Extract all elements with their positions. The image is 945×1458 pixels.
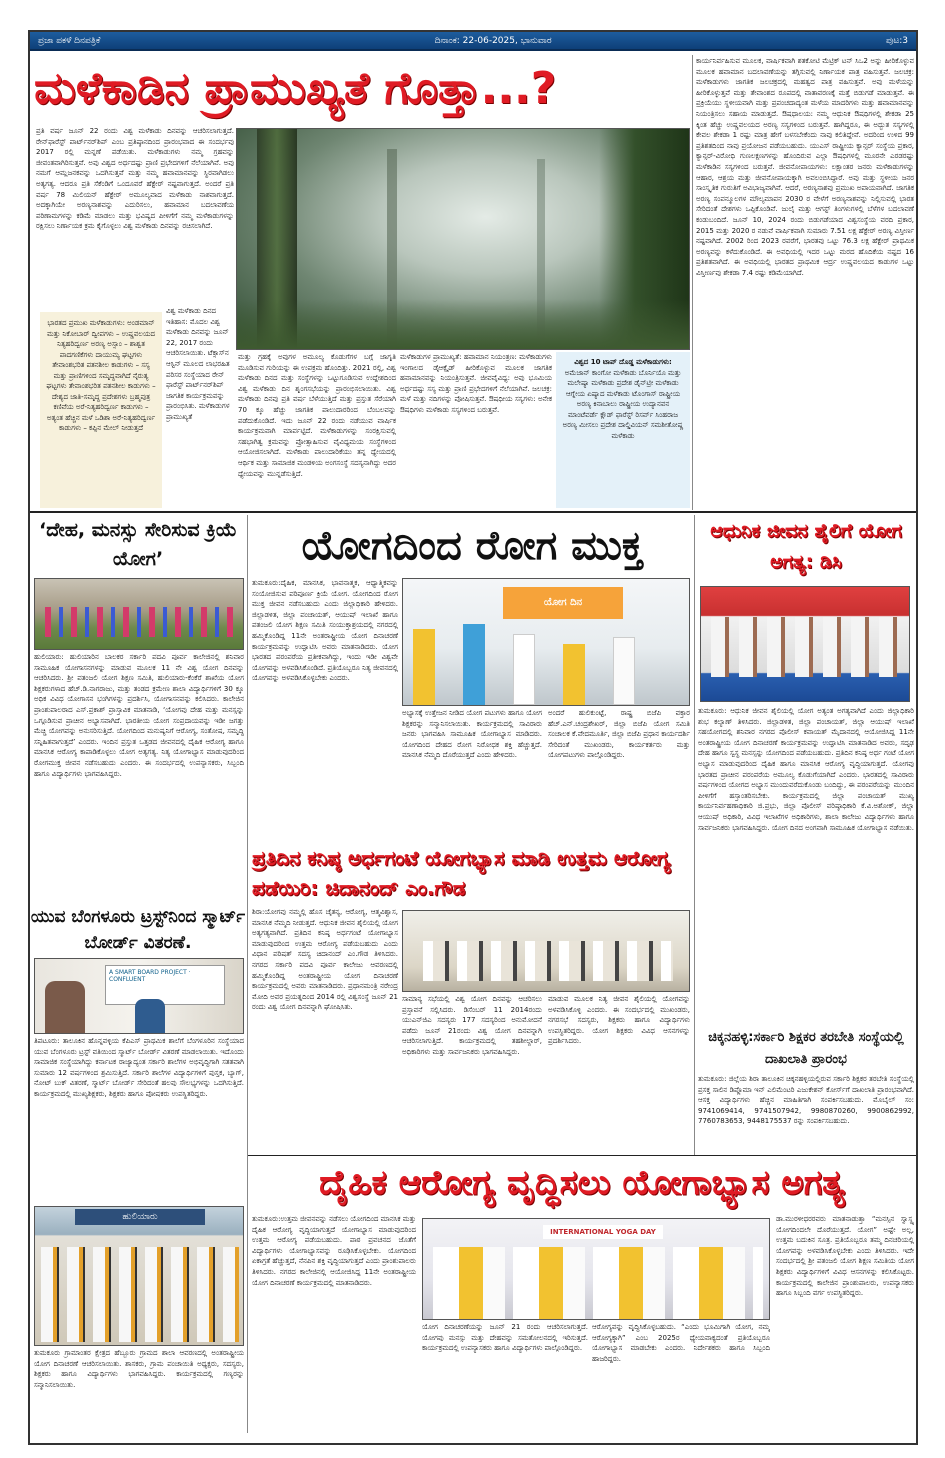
huliyar-body: ತುಮಕೂರು ಗ್ರಾಮಾಂತರ ಕ್ಷೇತ್ರದ ಹೆಬ್ಬೂರು ಗ್ರಾಮದ ಶಾಲಾ ಆವರಣದಲ್ಲಿ ಅಂತರಾಷ್ಟ್ರೀಯ ಯೋಗ ದಿನಾಚರಣೆ ಆಚರಿಸಲಾಯಿತು. ಶಾಸಕರು, ಗ್ರಾಮ ಪಂಚಾಯಿತಿ ಅಧ್ಯಕ್ಷರು, ಸದಸ್ಯರು, ಶಿಕ್ಷಕರು ಹಾಗೂ ವಿದ್ಯಾರ್ಥಿಗಳು ಭಾಗವಹಿಸಿದ್ದರು. ಕಾರ್ಯಕ್ರಮದಲ್ಲಿ ಗಣ್ಯರನ್ನು ಸನ್ಮಾನಿಸಲಾಯಿತು. [34,1349,244,1389]
column-rule [247,515,248,1433]
smartboard-body: ತಿಪಟೂರು: ತಾಲೂಕಿನ ಹೊನ್ನವಳ್ಳಿಯ ಕೆಪಿಎಸ್ ಪ್ರಾಥಮಿಕ ಶಾಲೆಗೆ ಬೆಂಗಳೂರಿನ ಸಂಸ್ಥೆಯಾದ ಯುವ ಬೆಂಗಳೂರು ಟ್ರಸ್ಟ್ ವತಿಯಿಂದ ಸ್ಮಾರ್ಟ್ ಬೋರ್ಡ್ ವಿತರಣೆ ಮಾಡಲಾಯಿತು. ಇದೊಂದು ಸಾಮಾಜಿಕ ಸಂಸ್ಥೆಯಾಗಿದ್ದು ಕರ್ನಾಟಕ ರಾಜ್ಯಾದ್ಯಂತ ಸರ್ಕಾರಿ ಶಾಲೆಗಳ ಅಭಿವೃದ್ಧಿಗಾಗಿ ಸತತವಾಗಿ ಸುಮಾರು 12 ವರ್ಷಗಳಿಂದ ಶ್ರಮಿಸುತ್ತಿದೆ. ಸರ್ಕಾರಿ ಶಾಲೆಗಳ ವಿದ್ಯಾರ್ಥಿಗಳಿಗೆ ಪುಸ್ತಕ, ಬ್ಯಾಗ್, ನೋಟ್ ಬುಕ್ ವಿತರಣೆ, ಸ್ಮಾರ್ಟ್ ಬೋರ್ಡ್ ಸೇರಿದಂತೆ ಹಲವು ಸೌಲಭ್ಯಗಳನ್ನು ಒದಗಿಸುತ್ತಿದೆ. ಕಾರ್ಯಕ್ರಮದಲ್ಲಿ ಮುಖ್ಯಶಿಕ್ಷಕರು, ಶಿಕ್ಷಕರು ಹಾಗೂ ಪೋಷಕರು ಉಪಸ್ಥಿತರಿದ್ದರು. [34,1037,244,1098]
dc-body: ತುಮಕೂರು: ಆಧುನಿಕ ಜೀವನ ಶೈಲಿಯಲ್ಲಿ ಯೋಗ ಅತ್ಯಂತ ಅಗತ್ಯವಾಗಿದೆ ಎಂದು ಜಿಲ್ಲಾಧಿಕಾರಿ ಶುಭ ಕಲ್ಯಾಣ್ ತಿಳಿಸಿದರು. ಜಿಲ್ಲಾಡಳಿತ, ಜಿಲ್ಲಾ ಪಂಚಾಯತ್, ಜಿಲ್ಲಾ ಆಯುಷ್ ಇಲಾಖೆ ಸಹಯೋಗದಲ್ಲಿ ಶನಿವಾರ ನಗರದ ಪೊಲೀಸ್ ಕವಾಯತ್ ಮೈದಾನದಲ್ಲಿ ಆಯೋಜಿಸಿದ್ದ 11ನೇ ಅಂತರಾಷ್ಟ್ರೀಯ ಯೋಗ ದಿನಾಚರಣೆ ಕಾರ್ಯಕ್ರಮವನ್ನು ಉದ್ಘಾಟಿಸಿ ಮಾತನಾಡಿದ ಅವರು, ಸದೃಢ ದೇಹ ಹಾಗೂ ಸ್ವಸ್ಥ ಮನಸ್ಸನ್ನು ಯೋಗದಿಂದ ಪಡೆಯಬಹುದು. ಪ್ರತಿದಿನ ಕನಿಷ್ಠ ಅರ್ಧ ಗಂಟೆ ಯೋಗ ಅಭ್ಯಾಸ ಮಾಡುವುದರಿಂದ ದೈಹಿಕ ಹಾಗೂ ಮಾನಸಿಕ ಆರೋಗ್ಯ ವೃದ್ಧಿಯಾಗುತ್ತದೆ. ಯೋಗವು ಭಾರತದ ಪ್ರಾಚೀನ ಪರಂಪರೆಯ ಅಮೂಲ್ಯ ಕೊಡುಗೆಯಾಗಿದೆ ಎಂದರು. ಭಾರತದಲ್ಲಿ ಸಾವಿರಾರು ವರ್ಷಗಳಿಂದ ಯೋಗದ ಅಭ್ಯಾಸ ಮುಂದುವರೆದುಕೊಂಡು ಬಂದಿದ್ದು, ಈ ಪರಂಪರೆಯನ್ನು ಮುಂದಿನ ಪೀಳಿಗೆಗೆ ಹಸ್ತಾಂತರಿಸಬೇಕು. ಕಾರ್ಯಕ್ರಮದಲ್ಲಿ ಜಿಲ್ಲಾ ಪಂಚಾಯತ್ ಮುಖ್ಯ ಕಾರ್ಯನಿರ್ವಹಣಾಧಿಕಾರಿ ಜಿ.ಪ್ರಭು, ಜಿಲ್ಲಾ ಪೊಲೀಸ್ ವರಿಷ್ಠಾಧಿಕಾರಿ ಕೆ.ವಿ.ಅಶೋಕ್, ಜಿಲ್ಲಾ ಆಯುಷ್ ಅಧಿಕಾರಿ, ವಿವಿಧ ಇಲಾಖೆಗಳ ಅಧಿಕಾರಿಗಳು, ಶಾಲಾ ಕಾಲೇಜು ವಿದ್ಯಾರ್ಥಿಗಳು ಹಾಗೂ ಸಾರ್ವಜನಿಕರು ಭಾಗವಹಿಸಿದ್ದರು. ಯೋಗ ದಿನದ ಅಂಗವಾಗಿ ಸಾಮೂಹಿಕ ಯೋಗಾಭ್ಯಾಸ ನಡೆಯಿತು. [698,707,914,832]
yoga-main-col2: ಅಭ್ಯಾಸಕ್ಕೆ ಉತ್ತೇಜನ ನೀಡಿದ ಯೋಗ ಪಟುಗಳು ಹಾಗೂ ಯೋಗ ಶಿಕ್ಷಕರನ್ನು ಸನ್ಮಾನಿಸಲಾಯಿತು. ಕಾರ್ಯಕ್ರಮದಲ್ಲಿ ಸಾವಿರಾರು ಜನರು ಭಾಗವಹಿಸಿ ಸಾಮೂಹಿಕ ಯೋಗಾಭ್ಯಾಸ ಮಾಡಿದರು. ಯೋಗದಿಂದ ದೇಹದ ರೋಗ ನಿರೋಧಕ ಶಕ್ತಿ ಹೆಚ್ಚುತ್ತದೆ. ಮಾನಸಿಕ ನೆಮ್ಮದಿ ದೊರೆಯುತ್ತದೆ ಎಂದು ಹೇಳಿದರು. [402,709,542,760]
india-rainforests-box: ಭಾರತದ ಪ್ರಮುಖ ಮಳೆಕಾಡುಗಳು: ಅಂಡಮಾನ್ ಮತ್ತು ನಿಕೋಬಾರ್ ದ್ವೀಪಗಳು – ಉಷ್ಣವಲಯದ ನಿತ್ಯಹರಿದ್ವರ್ಣ ಅರಣ್ಯ ಅಸ್ಸಾಂ – ಶಾಶ್ವತ ಪಾದಗಣಿಕೆಗಳು ದಾಯುಮ್ಯ ಘಟ್ಟಗಳು ತೇವಾಂಶಭರಿತ ಪತನಶೀಲ ಕಾಡುಗಳು – ಸಸ್ಯ ಮತ್ತು ಪ್ರಾಣಿಗಳಿಂದ ಸಮೃದ್ಧವಾಗಿದೆ ನೈರುತ್ಯ ಘಟ್ಟಗಳು ತೇವಾಂಶಭರಿತ ಪತನಶೀಲ ಕಾಡುಗಳು – ದೇಶ್ಯದ ಜಾತಿ-ಸಮೃದ್ಧ ಪ್ರದೇಶಗಳು ಬ್ರಹ್ಮಪುತ್ರ ಕಣಿವೆಯ ಅರೆ-ನಿತ್ಯಹರಿದ್ವರ್ಣ ಕಾಡುಗಳು – ಅತ್ಯಂತ ಹೆಚ್ಚಿನ ಮಳೆ ಒಡಿಶಾ ಅರೆ-ನಿತ್ಯಹರಿದ್ವರ್ಣ ಕಾಡುಗಳು – ಕಪ್ಪಿನ ಮೇಲ್ ನೀಡುತ್ತದೆ [40,312,162,508]
physical-col2: ಯೋಗ ದಿನಾಚರಣೆಯನ್ನು ಜೂನ್ 21 ರಂದು ಆಚರಿಸಲಾಗುತ್ತದೆ. ಯೋಗವು ಮನಸ್ಸು ಮತ್ತು ದೇಹವನ್ನು ಸಮತೋಲನದಲ್ಲಿ ಇರಿಸುತ್ತದೆ. ಕಾರ್ಯಕ್ರಮದಲ್ಲಿ ಉಪನ್ಯಾಸಕರು ಹಾಗೂ ವಿದ್ಯಾರ್ಥಿಗಳು ಪಾಲ್ಗೊಂಡಿದ್ದರು. [422,1323,588,1353]
yoga-stage-photo [402,578,690,706]
dc-headline: ಆಧುನಿಕ ಜೀವನ ಶೈಲಿಗೆ ಯೋಗ ಅಗತ್ಯ: ಡಿಸಿ [710,520,902,573]
chikkanahalli-body [698,1074,914,1152]
huliyar-banner: ಹುಲಿಯಾರು [75,1209,205,1225]
physical-headline: ದೈಹಿಕ ಆರೋಗ್ಯ ವೃದ್ಧಿಸಲು ಯೋಗಾಭ್ಯಾಸ ಅಗತ್ಯ [319,1163,845,1203]
smartboard-headline: ಯುವ ಬೆಂಗಳೂರು ಟ್ರಸ್ಟ್‌ನಿಂದ ಸ್ಮಾರ್ಟ್ ಬೋರ್ಡ್ ವಿತರಣೆ. [30,907,246,953]
physical-col1: ತುಮಕೂರು:ಉತ್ತಮ ಜೀವನವನ್ನು ನಡೆಸಲು ಯೋಗದಿಂದ ಮಾನಸಿಕ ಮತ್ತು ದೈಹಿಕ ಆರೋಗ್ಯ ವೃದ್ಧಿಯಾಗುತ್ತದೆ ಯೋಗಾಭ್ಯಾಸ ಮಾಡುವುದರಿಂದ ಉತ್ತಮ ಆರೋಗ್ಯ ಪಡೆಯಬಹುದು. ಪಾಠ ಪ್ರವಚನದ ಜೊತೆಗೆ ವಿದ್ಯಾರ್ಥಿಗಳು ಯೋಗಾಭ್ಯಾಸವನ್ನು ರೂಢಿಸಿಕೊಳ್ಳಬೇಕು. ಯೋಗದಿಂದ ಏಕಾಗ್ರತೆ ಹೆಚ್ಚುತ್ತದೆ, ನೆನಪಿನ ಶಕ್ತಿ ವೃದ್ಧಿಯಾಗುತ್ತದೆ ಎಂದು ಪ್ರಾಂಶುಪಾಲರು ತಿಳಿಸಿದರು. ನಗರದ ಕಾಲೇಜಿನಲ್ಲಿ ಆಯೋಜಿಸಿದ್ದ 11ನೇ ಅಂತರಾಷ್ಟ್ರೀಯ ಯೋಗ ದಿನಾಚರಣೆ ಕಾರ್ಯಕ್ರಮದಲ್ಲಿ ಮಾತನಾಡಿದರು. [252,1215,416,1287]
smartboard-banner: A SMART BOARD PROJECT · CONFLUENT [105,965,225,1005]
chidanand-headline: ಪ್ರತಿದಿನ ಕನಿಷ್ಠ ಅರ್ಧಗಂಟೆ ಯೋಗಭ್ಯಾಸ ಮಾಡಿ ಉತ್ತಮ ಆರೋಗ್ಯ ಪಡೆಯಿರಿ: ಚಿದಾನಂದ್ ಎಂ.ಗೌಡ [252,846,671,900]
rainforest-photo [236,128,690,350]
chikkanahalli-text: ತುಮಕೂರು: ಜಿಲ್ಲೆಯ ಶಿರಾ ತಾಲೂಕಿನ ಚಿಕ್ಕನಹಳ್ಳಿಯಲ್ಲಿರುವ ಸರ್ಕಾರಿ ಶಿಕ್ಷಕರ ತರಬೇತಿ ಸಂಸ್ಥೆಯಲ್ಲಿ ಪ್ರಸಕ್ತ ಸಾಲಿನ ಡಿಪ್ಲೊಮಾ ಇನ್ ಎಲಿಮೆಂಟರಿ ಎಜುಕೇಶನ್ ಕೋರ್ಸ್‌ಗೆ ದಾಖಲಾತಿ ಪ್ರಾರಂಭವಾಗಿದೆ. ಆಸಕ್ತ ವಿದ್ಯಾರ್ಥಿಗಳು ಹೆಚ್ಚಿನ ಮಾಹಿತಿಗಾಗಿ ಸಂಪರ್ಕಿಸಬಹುದು. ಮೊಬೈಲ್ ಸಂ: [698,1075,914,1105]
rainforest-col2: ಮತ್ತು ಗ್ರಹಕ್ಕೆ ಅವುಗಳ ಅಮೂಲ್ಯ ಕೊಡುಗೆಗಳ ಬಗ್ಗೆ ಜಾಗೃತಿ ಮೂಡಿಸುವ ಗುರಿಯನ್ನು ಈ ಉಪಕ್ರಮ ಹೊಂದಿತ್ತು. 2021 ರಲ್ಲಿ, ವಿಶ್ವ ಮಳೆಕಾಡು ದಿನದ ಮತ್ತು ಸಂಸ್ಥೆಗಳನ್ನು ಒಟ್ಟುಗೂಡಿಸುವ ಉದ್ದೇಶದಿಂದ ವಿಶ್ವ ಮಳೆಕಾಡು ದಿನ ಶೃಂಗಸಭೆಯನ್ನು ಪ್ರಾರಂಭಿಸಲಾಯಿತು. ವಿಶ್ವ ಮಳೆಕಾಡು ದಿನವು ಪ್ರತಿ ವರ್ಷ ಬೆಳೆಯುತ್ತಿದೆ ಮತ್ತು ಪ್ರಸ್ತುತ ಸೆರೆಯಾಗಿ 70 ಕ್ಕೂ ಹೆಚ್ಚು ಜಾಗತಿಕ ಪಾಲುದಾರರಿಂದ ಬೆಂಬಲವನ್ನು ಪಡೆದುಕೊಂಡಿದೆ. ಇದು ಜೂನ್ 22 ರಂದು ನಡೆಯುವ ವಾರ್ಷಿಕ ಕಾರ್ಯಕ್ರಮವಾಗಿ ಮಾರ್ಪಟ್ಟಿದೆ. ಮಳೆಕಾಡುಗಳನ್ನು ಸಂರಕ್ಷಿಸುವಲ್ಲಿ ಸಹಭಾಗಿತ್ವ ಕ್ರಮವನ್ನು ಪ್ರೋತ್ಸಾಹಿಸುವ ವೈವಿಧ್ಯಮಯ ಸಂಸ್ಥೆಗಳಿಂದ ಆಯೋಜಿಸಲಾಗಿದೆ. ಮಳೆಕಾಡು ಪಾಲುದಾರಿಕೆಯು ತನ್ನ ಧ್ಯೇಯದಲ್ಲಿ ಆರ್ಥಿಕ ಮತ್ತು ಸಾಮಾಜಿಕ ಮಂಡಳಿಯ ಅಂಗಸಂಸ್ಥೆ ಸದಸ್ಯನಾಗಿದ್ದು ಅದರ ಧ್ಯೇಯವನ್ನು ಮುನ್ನಡೆಸುತ್ತಿದೆ. [238,353,396,478]
international-yoga-banner: INTERNATIONAL YOGA DAY [543,1225,663,1239]
paper-name: ಪ್ರಜಾ ಪಕಳೆ ದಿನಪತ್ರಿಕೆ [38,35,101,46]
chikkanahalli-headline: ಚಿಕ್ಕನಹಳ್ಳಿ:ಸರ್ಕಾರಿ ಶಿಕ್ಷಕರ ತರಬೇತಿ ಸಂಸ್ಥೆಯಲ್ಲಿ ದಾಖಲಾತಿ ಪ್ರಾರಂಭ [708,1030,904,1067]
chidanand-col3: ಮಾಡುವ ಮೂಲಕ ನಿತ್ಯ ಜೀವನ ಶೈಲಿಯಲ್ಲಿ ಯೋಗವನ್ನು ಅಳವಡಿಸಿಕೊಳ್ಳಿ ಎಂದರು. ಈ ಸಂದರ್ಭದಲ್ಲಿ ಮುಖಂಡರು, ನಗರಸಭೆ ಸದಸ್ಯರು, ಶಿಕ್ಷಕರು ಹಾಗೂ ವಿದ್ಯಾರ್ಥಿಗಳು ಉಪಸ್ಥಿತರಿದ್ದರು. ಯೋಗ ಶಿಕ್ಷಕರು ವಿವಿಧ ಆಸನಗಳನ್ನು ಪ್ರದರ್ಶಿಸಿದರು. [548,995,690,1046]
yoga-students-photo [34,578,244,650]
chidanand-photo [402,910,690,992]
column-rule [692,55,693,510]
college-yoga-photo [422,1218,770,1320]
issue-date: ದಿನಾಂಕ: 22-06-2025, ಭಾನುವಾರ [434,35,552,46]
rainforest-headline: ಮಳೆಕಾಡಿನ ಪ್ರಾಮುಖ್ಯತೆ ಗೊತ್ತಾ...? [34,63,557,114]
world-box-items: ಅಮೆಜಾನ್ ಕಾಂಗೋ ಮಳೆಕಾಡು ಬೊರ್ನಿಯೊ ಮತ್ತು ಮಲೇಷ್ಯಾ ಮಳೆಕಾಡು ಪ್ರದೇಶ ಡೈನ್‌ಟ್ರೀ ಮಳೆಕಾಡು ಆಗ್ನೇಯ ಏಷ್ಯಾದ ಮಳೆಕಾಡು ಟೊಂಗಾಸ್ ರಾಷ್ಟ್ರೀಯ ಅರಣ್ಯ ಕಿನಾಬಾಲು ರಾಷ್ಟ್ರೀಯ ಉದ್ಯಾನವನ ಮಾಂಟೆವರ್ಡೆ ಕ್ಲೌಡ್ ಫಾರೆಸ್ಟ್ ರಿಸರ್ವ್ ಸಿಂಹರಾಜ ಅರಣ್ಯ ಮೀಸಲು ಪ್ರದೇಶ ದಾಲ್ಡಿವಿಯನ್ ಸಮಶೀತೋಷ್ಣ ಮಳೆಕಾಡು [562,368,684,440]
yoga-main-col3: ಅಂದರೆ ಹುಲಿಕುಂಟ್ಟೆ, ರಾಷ್ಟ್ರ ಬಿಜೆಪಿ ವಕ್ತಾರ ಹೆಚ್.ಎನ್.ಚಂದ್ರಶೇಖರ್, ಜಿಲ್ಲಾ ಬಿಜೆಪಿ ಯೋಗ ಸಮಿತಿ ಸಂಚಾಲಕ ಕೆ.ವೇದಮೂರ್ತಿ, ಜಿಲ್ಲಾ ಬಿಜೆಪಿ ಪ್ರಧಾನ ಕಾರ್ಯದರ್ಶಿ ಸೇರಿದಂತೆ ಮುಖಂಡರು, ಕಾರ್ಯಕರ್ತರು ಮತ್ತು ಯೋಗಪಟುಗಳು ಪಾಲ್ಗೊಂಡಿದ್ದರು. [548,709,690,760]
rainforest-history: ವಿಶ್ವ ಮಳೆಕಾಡು ದಿನದ ಇತಿಹಾಸ: ಮೊದಲ ವಿಶ್ವ ಮಳೆಕಾಡು ದಿನವನ್ನು ಜೂನ್ 22, 2017 ರಂದು ಆಚರಿಸಲಾಯಿತು. ಟೆಕ್ಸಾಸ್‌ನ ಆಸ್ಟಿನ್ ಮೂಲದ ಲಾಭರಹಿತ ಪರಿಸರ ಸಂಸ್ಥೆಯಾದ ರೇನ್ ಫಾರೆಸ್ಟ್ ಪಾರ್ಟ್‌ನರ್‌ಶಿಪ್ ಜಾಗತಿಕ ಕಾರ್ಯಕ್ರಮವನ್ನು ಪ್ರಾರಂಭಿಸಿತು. ಮಳೆಕಾಡುಗಳ ಪ್ರಾಮುಖ್ಯತೆ [166,307,230,421]
page-number: ಪುಟ:3 [886,35,908,46]
dc-event-photo [700,586,910,702]
yoga-left-headline: ‘ದೇಹ, ಮನಸ್ಸು ಸೇರಿಸುವ ಕ್ರಿಯೆ ಯೋಗ’ [38,519,238,570]
physical-col3: ಆರೋಗ್ಯವನ್ನು ವೃದ್ಧಿಸಿಕೊಳ್ಳಬಹುದು. “ಎಂದು ಭೂಮಿಗಾಗಿ ಯೋಗ, ನಮ್ಮ ಆರೋಗ್ಯಕ್ಕಾಗಿ” ಎಂಬ 2025ರ ಧ್ಯೇಯವಾಕ್ಯದಂತೆ ಪ್ರತಿಯೊಬ್ಬರೂ ಯೋಗಾಭ್ಯಾಸ ಮಾಡಬೇಕು ಎಂದರು. ನಿರ್ದೇಶಕರು ಹಾಗೂ ಸಿಬ್ಬಂದಿ ಹಾಜರಿದ್ದರು. [592,1323,770,1363]
chikkanahalli-phones: 9741069414, 9741507942, 9980870260, 9900862992, 7760783653, 9448175537 ರನ್ನು ಸಂಪರ್ಕಿಸಬಹುದು. [698,1106,914,1126]
rainforest-right-col: ಕಾರ್ಯನಿರ್ವಹಿಸುವ ಮೂಲಕ, ವಾರ್ಷಿಕವಾಗಿ ಶತಕೋಟಿ ಮೆಟ್ರಿಕ್ ಟನ್ ಸಿಒ2 ಅನ್ನು ಹೀರಿಕೊಳ್ಳುವ ಮೂಲಕ ಹವಾಮಾನ ಬದಲಾವಣೆಯನ್ನು ತಗ್ಗಿಸುವಲ್ಲಿ ನಿರ್ಣಾಯಕ ಪಾತ್ರ ವಹಿಸುತ್ತವೆ. ಜಲಚಕ್ರ: ಮಳೆಕಾಡುಗಳು ಜಾಗತಿಕ ಜಲಚಕ್ರದಲ್ಲಿ ಮಹತ್ವದ ಪಾತ್ರ ವಹಿಸುತ್ತವೆ. ಅವು ಮಳೆಯನ್ನು ಹೀರಿಕೊಳ್ಳುತ್ತವೆ ಮತ್ತು ತೇವಾಂಶದ ರೂಪದಲ್ಲಿ ವಾತಾವರಣಕ್ಕೆ ಮತ್ತೆ ಬಿಡುಗಡೆ ಮಾಡುತ್ತವೆ. ಈ ಪ್ರಕ್ರಿಯೆಯು ಸ್ಥಳೀಯವಾಗಿ ಮತ್ತು ಪ್ರಪಂಚದಾದ್ಯಂತ ಮಳೆಯ ಮಾದರಿಗಳು ಮತ್ತು ಹವಾಮಾನವನ್ನು ನಿಯಂತ್ರಿಸಲು ಸಹಾಯ ಮಾಡುತ್ತದೆ. ಔಷಧಾಲಯ: ನಮ್ಮ ಆಧುನಿಕ ಔಷಧಿಗಳಲ್ಲಿ ಶೇಕಡಾ 25 ಕ್ಕಿಂತ ಹೆಚ್ಚು ಉಷ್ಣವಲಯದ ಅರಣ್ಯ ಸಸ್ಯಗಳಿಂದ ಬರುತ್ತವೆ. ಹಾಗಿದ್ದರೂ, ಈ ಅದ್ಭುತ ಸಸ್ಯಗಳಲ್ಲಿ ಕೇವಲ ಶೇಕಡಾ 1 ರಷ್ಟು ಮಾತ್ರ ಹೇಗೆ ಬಳಸಬೇಕೆಂದು ನಾವು ಕಲಿತಿದ್ದೇವೆ. ಅದರಿಂದ ಉಳಿದ 99 ಪ್ರತಿಶತದಿಂದ ನಾವು ಪ್ರಯೋಜನ ಪಡೆಯಬಹುದು. ಯುಎಸ್ ರಾಷ್ಟ್ರೀಯ ಕ್ಯಾನ್ಸರ್ ಸಂಸ್ಥೆಯ ಪ್ರಕಾರ, ಕ್ಯಾನ್ಸರ್-ವಿರೋಧಿ ಗುಣಲಕ್ಷಣಗಳನ್ನು ಹೊಂದಿರುವ ಎಲ್ಲಾ ಔಷಧಿಗಳಲ್ಲಿ ಮೂರನೇ ಎರಡರಷ್ಟು ಮಳೆಕಾಡಿನ ಸಸ್ಯಗಳಿಂದ ಬರುತ್ತವೆ. ಜೀವನೋಪಾಯಗಳು: ಲಕ್ಷಾಂತರ ಜನರು ಮಳೆಕಾಡುಗಳನ್ನು ಆಹಾರ, ಆಶ್ರಯ ಮತ್ತು ಜೀವನೋಪಾಯಕ್ಕಾಗಿ ಅವಲಂಬಿಸಿದ್ದಾರೆ. ಅವು ಮತ್ತು ಸ್ಥಳೀಯ ಜನರ ಸಾಂಸ್ಕೃತಿಕ ಗುರುತಿಗೆ ಅವಿಭಾಜ್ಯವಾಗಿವೆ. ಆದರೆ, ಅರಣ್ಯನಾಶವು ಪ್ರಮುಖ ಅಪಾಯವಾಗಿದೆ. ಜಾಗತಿಕ ಅರಣ್ಯ ಸಂಪನ್ಮೂಲಗಳ ಮೌಲ್ಯಮಾಪನ 2030 ರ ವೇಳೆಗೆ ಅರಣ್ಯನಾಶವನ್ನು ನಿಲ್ಲಿಸುವಲ್ಲಿ ಭಾರತ ಸೇರಿದಂತೆ ದೇಶಗಳು ಒಪ್ಪಿಕೊಂಡಿವೆ. ಜುಲೈ ಮತ್ತು ಆಗಸ್ಟ್ ತಿಂಗಳುಗಳಲ್ಲಿ ಬೆಳೆಗಳ ಬದಲಾವಣೆ ಕಂಡುಬಂದಿದೆ. ಜೂನ್ 10, 2024 ರಂದು ಬಿಡುಗಡೆಯಾದ ವಿಶ್ವಸಂಸ್ಥೆಯ ವರದಿ ಪ್ರಕಾರ, 2015 ಮತ್ತು 2020 ರ ನಡುವೆ ವಾರ್ಷಿಕವಾಗಿ ಸುಮಾರು 7.51 ಲಕ್ಷ ಹೆಕ್ಟೇರ್ ಅರಣ್ಯ ವಿಸ್ತೀರ್ಣ ನಷ್ಟವಾಗಿದೆ. 2002 ರಿಂದ 2023 ರವರೆಗೆ, ಭಾರತವು ಒಟ್ಟು 76.3 ಲಕ್ಷ ಹೆಕ್ಟೇರ್ ಪ್ರಾಥಮಿಕ ಅರಣ್ಯವನ್ನು ಕಳೆದುಕೊಂಡಿದೆ. ಈ ಅವಧಿಯಲ್ಲಿ ಇದರ ಒಟ್ಟು ಮರದ ಹೊದಿಕೆಯ ನಷ್ಟದ 16 ಪ್ರತಿಶತವಾಗಿದೆ. ಈ ಅವಧಿಯಲ್ಲಿ ಭಾರತದ ಪ್ರಾಥಮಿಕ ಆರ್ದ್ರ ಉಷ್ಣವಲಯದ ಕಾಡುಗಳ ಒಟ್ಟು ವಿಸ್ತೀರ್ಣವು ಶೇಕಡಾ 7.4 ರಷ್ಟು ಕಡಿಮೆಯಾಗಿದೆ. [696,57,914,277]
smartboard-photo [34,958,244,1034]
column-rule [694,515,695,1155]
yoga-main-headline: ಯೋಗದಿಂದ ರೋಗ ಮುಕ್ತ [301,523,644,569]
yoga-left-body: ಹುಲಿಯಾರು: ಹುಲಿಯಾರಿನ ಬಾಲಕರ ಸರ್ಕಾರಿ ಪದವಿ ಪೂರ್ವ ಕಾಲೇಜಿನಲ್ಲಿ ಶನಿವಾರ ಸಾಮೂಹಿಕ ಯೋಗಾಸನಗಳನ್ನು ಮಾಡುವ ಮೂಲಕ 11 ನೇ ವಿಶ್ವ ಯೋಗ ದಿನವನ್ನು ಆಚರಿಸಿದರು. ಶ್ರೀ ಪತಂಜಲಿ ಯೋಗ ಶಿಕ್ಷಣ ಸಮಿತಿ, ಹುಲಿಯಾರು-ಕೆಂಕೆರೆ ಶಾಖೆಯ ಯೋಗ ಶಿಕ್ಷಕರುಗಳಾದ ಹೆಚ್.ಡಿ.ನಾಗರಾಜು, ಮತ್ತು ತಂಡದ ಕ್ರಮೇಣ ಶಾಲಾ ವಿದ್ಯಾರ್ಥಿಗಳಿಗೆ 30 ಕ್ಕೂ ಅಧಿಕ ವಿವಿಧ ಯೋಗಾಸನ ಭಂಗಿಗಳನ್ನು ಪ್ರದರ್ಶಿಸಿ, ಯೋಗಾಸನವನ್ನು ಕಲಿಸಿದರು. ಕಾಲೇಜಿನ ಪ್ರಾಂಶುಪಾಲರಾದ ಎಸ್.ಪ್ರಕಾಶ್ ಪ್ರಾಸ್ತಾವಿಕ ಮಾತನಾಡಿ, ‘ಯೋಗವು ದೇಹ ಮತ್ತು ಮನಸ್ಸನ್ನು ಒಗ್ಗೂಡಿಸುವ ಪ್ರಾಚೀನ ಅಭ್ಯಾಸವಾಗಿದೆ. ಭಾರತೀಯ ಯೋಗ ಸಂಪ್ರದಾಯವನ್ನು ಇಡೀ ಜಗತ್ತು ಮೆಚ್ಚಿ ಯೋಗವನ್ನು ಅನುಸರಿಸುತ್ತಿದೆ. ಯೋಗದಿಂದ ಮನುಷ್ಯನಿಗೆ ಆರೋಗ್ಯ, ಸಂತೋಷ, ಸಮೃದ್ಧಿ ಸನ್ನಿಹಿತವಾಗುತ್ತದೆ’ ಎಂದರು. ಇಂದಿನ ಪ್ರಸ್ತುತ ಒತ್ತಡದ ಜೀವನದಲ್ಲಿ ದೈಹಿಕ ಆರೋಗ್ಯ ಹಾಗೂ ಮಾನಸಿಕ ಆರೋಗ್ಯ ಕಾಪಾಡಿಕೊಳ್ಳಲು ಯೋಗ ಅತ್ಯಗತ್ಯ. ನಿತ್ಯ ಯೋಗಾಭ್ಯಾಸ ಮಾಡುವುದರಿಂದ ರೋಗಮುಕ್ತ ಜೀವನ ನಡೆಸಬಹುದು ಎಂದರು. ಈ ಸಂದರ್ಭದಲ್ಲಿ ಉಪನ್ಯಾಸಕರು, ಸಿಬ್ಬಂದಿ ಹಾಗೂ ವಿದ್ಯಾರ್ಥಿಗಳು ಭಾಗವಹಿಸಿದ್ದರು. [34,653,244,778]
chidanand-col1: ಶಿರಾ:ಯೋಗವು ನಮ್ಮಲ್ಲಿ ಹೊಸ ಚೈತನ್ಯ, ಆರೋಗ್ಯ, ಆತ್ಮವಿಶ್ವಾಸ, ಮಾನಸಿಕ ನೆಮ್ಮದಿ ನೀಡುತ್ತದೆ. ಆಧುನಿಕ ಜೀವನ ಶೈಲಿಯಲ್ಲಿ ಯೋಗ ಅತ್ಯಗತ್ಯವಾಗಿದೆ. ಪ್ರತಿದಿನ ಕನಿಷ್ಠ ಅರ್ಧಗಂಟೆ ಯೋಗಾಭ್ಯಾಸ ಮಾಡುವುದರಿಂದ ಉತ್ತಮ ಆರೋಗ್ಯ ಪಡೆಯಬಹುದು ಎಂದು ವಿಧಾನ ಪರಿಷತ್ ಸದಸ್ಯ ಚಿದಾನಂದ್ ಎಂ.ಗೌಡ ತಿಳಿಸಿದರು. ನಗರದ ಸರ್ಕಾರಿ ಪದವಿ ಪೂರ್ವ ಕಾಲೇಜು ಆವರಣದಲ್ಲಿ ಹಮ್ಮಿಕೊಂಡಿದ್ದ ಅಂತರಾಷ್ಟ್ರೀಯ ಯೋಗ ದಿನಾಚರಣೆ ಕಾರ್ಯಕ್ರಮದಲ್ಲಿ ಅವರು ಮಾತನಾಡಿದರು. ಪ್ರಧಾನಮಂತ್ರಿ ನರೇಂದ್ರ ಮೋದಿ ಅವರ ಪ್ರಯತ್ನದಿಂದ 2014 ರಲ್ಲಿ ವಿಶ್ವಸಂಸ್ಥೆ ಜೂನ್ 21 ರಂದು ವಿಶ್ವ ಯೋಗ ದಿನವನ್ನಾಗಿ ಘೋಷಿಸಿತು. [252,908,398,1012]
yoga-main-col1: ತುಮಕೂರು:ದೈಹಿಕ, ಮಾನಸಿಕ, ಭಾವನಾತ್ಮಕ, ಆಧ್ಯಾತ್ಮಿಕವನ್ನು ಸಂಯೋಜಿಸುವ ಪರಿಪೂರ್ಣ ಕ್ರಿಯೆ ಯೋಗ. ಯೋಗದಿಂದ ರೋಗ ಮುಕ್ತ ಜೀವನ ನಡೆಸಬಹುದು ಎಂದು ಜಿಲ್ಲಾಧಿಕಾರಿ ಹೇಳಿದರು. ಜಿಲ್ಲಾಡಳಿತ, ಜಿಲ್ಲಾ ಪಂಚಾಯತ್, ಆಯುಷ್ ಇಲಾಖೆ ಹಾಗೂ ಪತಂಜಲಿ ಯೋಗ ಶಿಕ್ಷಣ ಸಮಿತಿ ಸಂಯುಕ್ತಾಶ್ರಯದಲ್ಲಿ ನಗರದಲ್ಲಿ ಹಮ್ಮಿಕೊಂಡಿದ್ದ 11ನೇ ಅಂತರಾಷ್ಟ್ರೀಯ ಯೋಗ ದಿನಾಚರಣೆ ಕಾರ್ಯಕ್ರಮವನ್ನು ಉದ್ಘಾಟಿಸಿ ಅವರು ಮಾತನಾಡಿದರು. ಯೋಗ ಭಾರತದ ಪರಂಪರೆಯ ಪ್ರತೀಕವಾಗಿದ್ದು, ಇಂದು ಇಡೀ ವಿಶ್ವವೇ ಯೋಗವನ್ನು ಅಳವಡಿಸಿಕೊಂಡಿದೆ. ಪ್ರತಿಯೊಬ್ಬರೂ ನಿತ್ಯ ಜೀವನದಲ್ಲಿ ಯೋಗವನ್ನು ಅಳವಡಿಸಿಕೊಳ್ಳಬೇಕು ಎಂದರು. [252,579,398,683]
chidanand-col2: ಸಾಮಾನ್ಯ ಸಭೆಯಲ್ಲಿ ವಿಶ್ವ ಯೋಗ ದಿನವನ್ನು ಆಚರಿಸಲು ಪ್ರಸ್ತಾವನೆ ಸಲ್ಲಿಸಿದರು. ಡಿಸೆಂಬರ್ 11 2014ರಂದು ಯುಎನ್‌ಜಿಎ ಸದಸ್ಯರು 177 ಸದಸ್ಯರಿಂದ ಅನುಮೋದನೆ ಪಡೆದು ಜೂನ್ 21ರಂದು ವಿಶ್ವ ಯೋಗ ದಿನವನ್ನಾಗಿ ಆಚರಿಸಲಾಗುತ್ತಿದೆ. ಕಾರ್ಯಕ್ರಮದಲ್ಲಿ ತಹಶೀಲ್ದಾರ್, ಅಧಿಕಾರಿಗಳು ಮತ್ತು ಸಾರ್ವಜನಿಕರು ಭಾಗವಹಿಸಿದ್ದರು. [402,995,542,1056]
section-divider [30,511,916,513]
yoga-day-banner: ಯೋಗ ದಿನ [503,587,623,619]
section-divider-2 [248,1155,916,1156]
rainforest-col3: ಮಳೆಕಾಡುಗಳ ಪ್ರಾಮುಖ್ಯತೆ: ಹವಾಮಾನ ನಿಯಂತ್ರಣ: ಮಳೆಕಾಡುಗಳು ಇಂಗಾಲದ ಡೈಆಕ್ಸೈಡ್ ಹೀರಿಕೊಳ್ಳುವ ಮೂಲಕ ಜಾಗತಿಕ ಹವಾಮಾನವನ್ನು ನಿಯಂತ್ರಿಸುತ್ತವೆ. ಜೀವವೈವಿಧ್ಯ: ಅವು ಭೂಮಿಯ ಅರ್ಧದಷ್ಟು ಸಸ್ಯ ಮತ್ತು ಪ್ರಾಣಿ ಪ್ರಭೇದಗಳಿಗೆ ನೆಲೆಯಾಗಿವೆ. ಜಲಚಕ್ರ: ಮಳೆ ಮತ್ತು ನದಿಗಳನ್ನು ಪೋಷಿಸುತ್ತವೆ. ಔಷಧೀಯ ಸಸ್ಯಗಳು: ಅನೇಕ ಔಷಧಿಗಳು ಮಳೆಕಾಡು ಸಸ್ಯಗಳಿಂದ ಬರುತ್ತವೆ. [400,353,552,414]
rainforest-intro: ಪ್ರತಿ ವರ್ಷ ಜೂನ್ 22 ರಂದು ವಿಶ್ವ ಮಳೆಕಾಡು ದಿನವನ್ನು ಆಚರಿಸಲಾಗುತ್ತದೆ. ರೇನ್‌ಫಾರೆಸ್ಟ್ ಪಾರ್ಟ್‌ನರ್‌ಶಿಪ್ ಎಂಬ ಪ್ರತಿಷ್ಠಾನದಿಂದ ಪ್ರಾರಂಭವಾದ ಈ ಸಂದರ್ಭವು 2017 ರಲ್ಲಿ ಮನ್ನಣೆ ಪಡೆಯಿತು. ಮಳೆಕಾಡುಗಳು ನಮ್ಮ ಗ್ರಹವನ್ನು ಜೀವಂತವಾಗಿರಿಸುತ್ತವೆ. ಅವು ವಿಶ್ವದ ಅರ್ಧದಷ್ಟು ಪ್ರಾಣಿ ಪ್ರಭೇದಗಳಿಗೆ ನೆಲೆಯಾಗಿವೆ. ಅವು ನಮಗೆ ಆಮ್ಲಜನಕವನ್ನು ಒದಗಿಸುತ್ತವೆ ಮತ್ತು ನಮ್ಮ ಹವಾಮಾನವನ್ನು ಸ್ಥಿರವಾಗಿಡಲು ಅತ್ಯಗತ್ಯ. ಆದರೂ ಪ್ರತಿ ಸೆಕೆಂಡಿಗೆ ಒಂದೂವರೆ ಹೆಕ್ಟೇರ್ ನಷ್ಟವಾಗುತ್ತದೆ. ಅಂದರೆ ಪ್ರತಿ ವರ್ಷ 78 ಮಿಲಿಯನ್ ಹೆಕ್ಟೇರ್ ಅಮೂಲ್ಯವಾದ ಮಳೆಕಾಡು ನಾಶವಾಗುತ್ತದೆ. ಅದಕ್ಕಾಗಿಯೇ ಅರಣ್ಯನಾಶವನ್ನು ಎದುರಿಸಲು, ಹವಾಮಾನ ಬದಲಾವಣೆಯ ಪರಿಣಾಮಗಳನ್ನು ಕಡಿಮೆ ಮಾಡಲು ಮತ್ತು ಭವಿಷ್ಯದ ಪೀಳಿಗೆಗೆ ನಮ್ಮ ಮಳೆಕಾಡುಗಳನ್ನು ರಕ್ಷಿಸಲು ನಿರ್ಣಾಯಕ ಕ್ರಮ ಕೈಗೊಳ್ಳಲು ವಿಶ್ವ ಮಳೆಕಾಡು ದಿನವನ್ನು ರಚಿಸಲಾಗಿದೆ. [36,127,234,231]
masthead-bar [30,32,916,51]
world-rainforests-box [556,352,690,508]
huliyar-felicitation-photo [34,1206,244,1346]
world-box-title: ವಿಶ್ವದ 10 ಟಾಪ್ ದೊಡ್ಡ ಮಳೆಕಾಡುಗಳು: [574,358,672,366]
physical-right-col: ಡಾ.ಮುರಳೀಧರರವರು ಮಾತನಾಡುತ್ತಾ “ಮನಸ್ಸಿನ ಸ್ವಾಸ್ಥ್ಯ ಯೋಗದಿಂದಲೇ ದೊರೆಯುತ್ತದೆ. ಯೋಗ” ಅಷ್ಟೇ ಅಲ್ಲ, ಉತ್ತಮ ಬದುಕಿನ ಸೂತ್ರ. ಪ್ರತಿಯೊಬ್ಬರೂ ತಮ್ಮ ದಿನಚರಿಯಲ್ಲಿ ಯೋಗವನ್ನು ಅಳವಡಿಸಿಕೊಳ್ಳಬೇಕು ಎಂದು ತಿಳಿಸಿದರು. ಇದೇ ಸಂದರ್ಭದಲ್ಲಿ ಶ್ರೀ ಪತಂಜಲಿ ಯೋಗ ಶಿಕ್ಷಣ ಸಮಿತಿಯ ಯೋಗ ಶಿಕ್ಷಕರು ವಿದ್ಯಾರ್ಥಿಗಳಿಗೆ ವಿವಿಧ ಆಸನಗಳನ್ನು ಕಲಿಸಿಕೊಟ್ಟರು. ಕಾರ್ಯಕ್ರಮದಲ್ಲಿ ಕಾಲೇಜಿನ ಪ್ರಾಂಶುಪಾಲರು, ಉಪನ್ಯಾಸಕರು ಹಾಗೂ ಸಿಬ್ಬಂದಿ ವರ್ಗ ಉಪಸ್ಥಿತರಿದ್ದರು. [776,1215,914,1298]
